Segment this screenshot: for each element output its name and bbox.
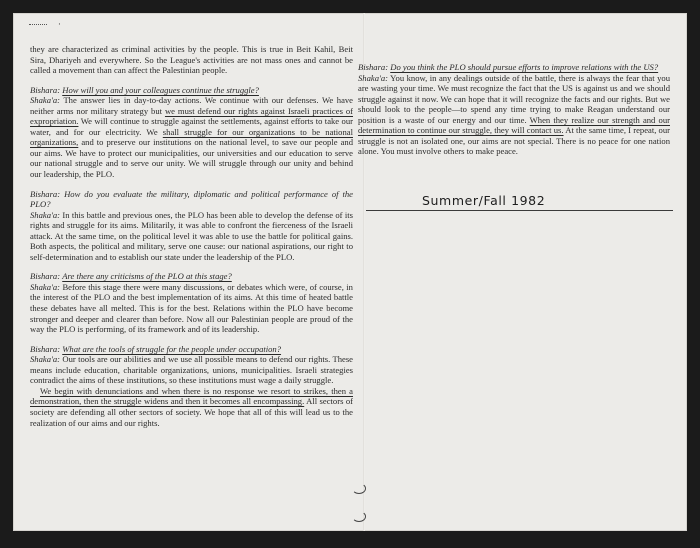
qa-block-4 bbox=[30, 344, 353, 386]
handwritten-date: Summer/Fall 1982 bbox=[422, 193, 546, 208]
left-column bbox=[30, 44, 353, 437]
qa-block-5 bbox=[358, 62, 670, 157]
qa-block-2 bbox=[30, 189, 353, 263]
handwritten-rule bbox=[366, 210, 673, 211]
answer-underlined: We begin with denunciations and when there is no response we resort to strikes, then a demonstration, then the struggle widens and then it becomes all encompassing. bbox=[30, 385, 353, 407]
speaker-label: Shaka'a: bbox=[30, 281, 60, 292]
qa-block-1 bbox=[30, 85, 353, 180]
answer-text: In this battle and previous ones, the PLO has been able to develop the defense of its rights and struggle for its aims. Militarily, it was able to confront the fierceness of the Israeli attack. At the same time, on the political level it was able to use the battle for political gains. Both aspects, the political and military, serve one cause: our national aspirations, our right to self-determination and to establish our state under the leadership of the PLO. bbox=[30, 209, 353, 262]
question-text: Are there any criticisms of the PLO at this stage? bbox=[62, 271, 232, 282]
answer-text: All sectors of society are defending all other sectors of society. We hope that all of this will lead us to the realization of our aims and our rights. bbox=[30, 396, 353, 428]
answer-text: and to preserve our institutions on the national level, to save our people and our aims. We have to protect our municipalities, our universities and our education to serve our national struggle and to serve our unity. We will struggle through our unity and behind our leadership, the PLO. bbox=[30, 137, 353, 180]
margin-mark bbox=[29, 24, 47, 28]
binding-mark-top bbox=[352, 483, 366, 494]
interviewer-label: Bishara: bbox=[30, 271, 61, 282]
intro-paragraph: they are characterized as criminal activities by the people. This is true in Beit Kahil, Beit Sira, Dhariyeh and everywhere. So the League's activities are not mass ones and cannot be called a movement than can affect the Palestinian people. bbox=[30, 44, 353, 76]
speaker-label: Shaka'a: bbox=[30, 95, 60, 106]
question-text: What are the tools of struggle for the people under occupation? bbox=[62, 343, 282, 354]
answer-underlined: we must defend our rights against Israeli practices of expropriation. bbox=[30, 105, 353, 127]
interviewer-label: Bishara: bbox=[30, 343, 61, 354]
answer-underlined: shall struggle for our organizations to be national organizations, bbox=[30, 126, 353, 148]
interviewer-label: Bishara: bbox=[358, 62, 389, 72]
question-text: Do you think the PLO should pursue efforts to improve relations with the US? bbox=[390, 62, 659, 72]
margin-dot: · bbox=[58, 20, 61, 30]
question-text: How will you and your colleagues continue the struggle? bbox=[62, 84, 259, 95]
answer-underlined: When they realize our strength and our determination to continue our struggle, they will contact us. bbox=[358, 114, 670, 136]
answer-text: At the same time, I repeat, our struggle is not an isolated one, our aims are not special. There is no peace for one nation alone. You must involve others to make peace. bbox=[358, 125, 670, 157]
answer-text: We will continue to struggle against the settlements, against efforts to take our water, and for our electricity. We bbox=[30, 116, 353, 137]
answer-text: Before this stage there were many discussions, or debates which were, of course, in the interest of the PLO and the best implementation of its aims. At this time of heated battle these debates have all melted. This is for the best. Relations within the PLO have become stronger and deeper and clearer than before. Now all our Palestinian people are proud of the way the PLO is performing, of its framework and of its leadership. bbox=[30, 281, 353, 335]
document-page bbox=[13, 13, 687, 531]
interviewer-label: Bishara: bbox=[30, 188, 61, 199]
qa-block-4-continued bbox=[30, 386, 353, 428]
binding-mark-bottom bbox=[352, 511, 366, 522]
qa-block-3 bbox=[30, 271, 353, 334]
right-column bbox=[358, 62, 670, 166]
speaker-label: Shaka'a: bbox=[30, 354, 60, 365]
speaker-label: Shaka'a: bbox=[30, 209, 60, 220]
answer-text: Our tools are our abilities and we use all possible means to defend our rights. These means include education, charitable organizations, unions, municipalities. Israeli strategies contradict the aims of these institutions, so these institutions must wage a daily struggle. bbox=[30, 354, 353, 386]
interviewer-label: Bishara: bbox=[30, 84, 61, 95]
speaker-label: Shaka'a: bbox=[358, 72, 388, 83]
answer-text: You know, in any dealings outside of the battle, there is always the fear that you are wasting your time. We must recognize the fact that the US is against us and we should struggle against it now. We can hope that it will recognize the facts and our rights. But we should look to the people—to spend any time trying to make Reagan understand our position is a waste of our energy and our time. bbox=[358, 72, 670, 125]
question-text: How do you evaluate the military, diplomatic and political performance of the PLO? bbox=[30, 188, 353, 210]
answer-text: The answer lies in day-to-day actions. We continue with our defenses. We have neither arms nor military strategy but bbox=[30, 95, 353, 116]
